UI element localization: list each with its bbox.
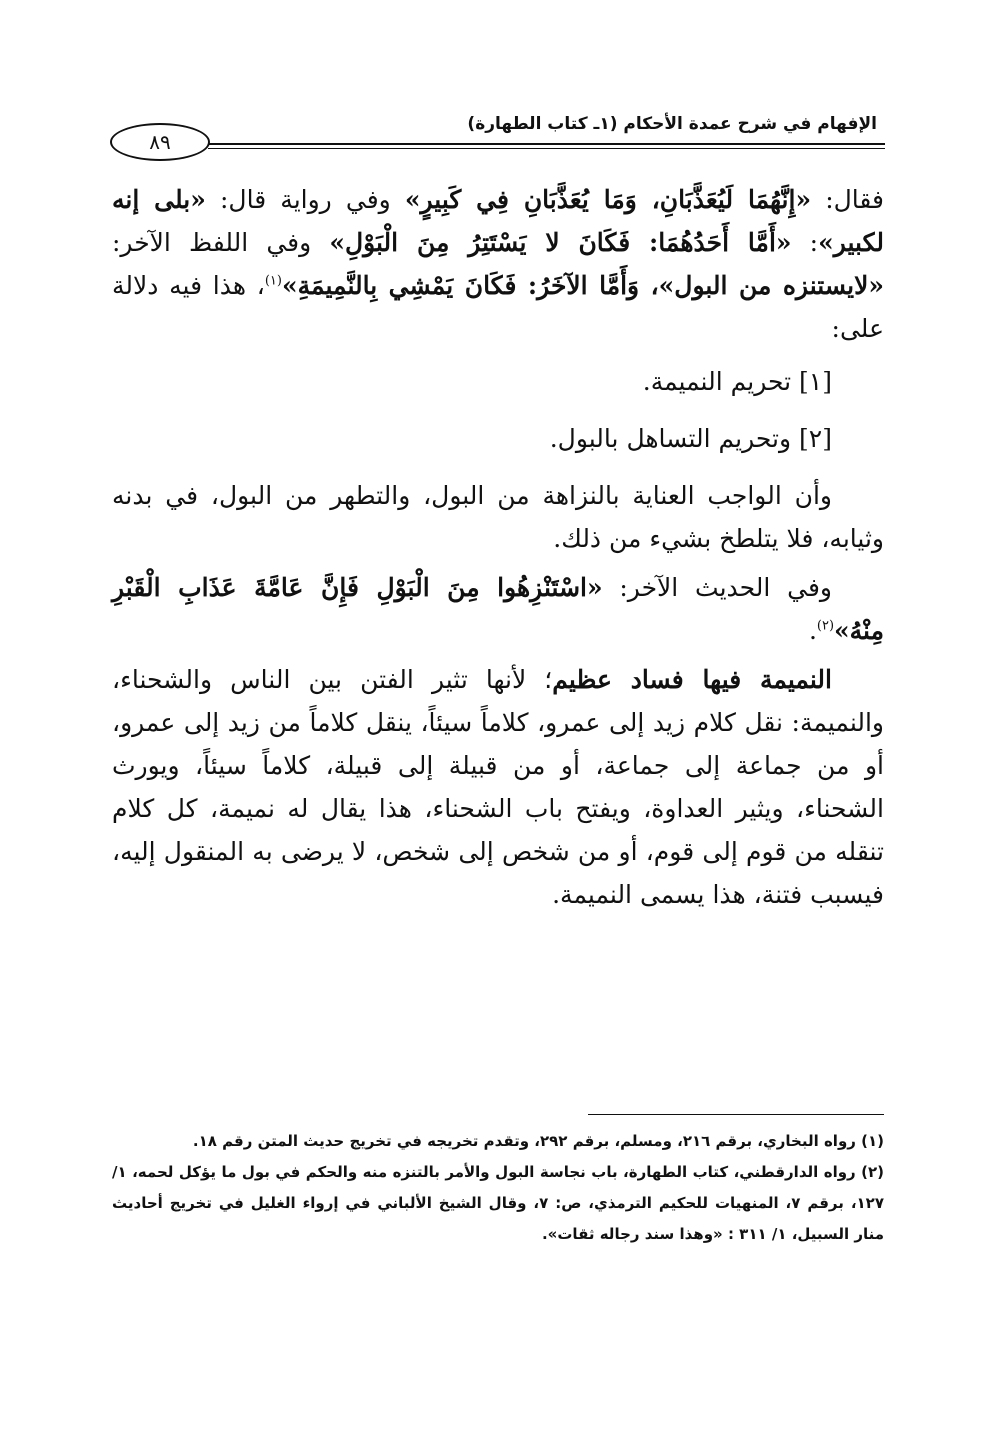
- text-segment: وفي رواية قال:: [205, 185, 405, 214]
- page-header: [110, 110, 885, 170]
- paragraph-1: [112, 178, 884, 350]
- hadith-quote: «اسْتَنْزِهُوا مِنَ الْبَوْلِ فَإِنَّ عَامَّةَ عَذَابِ الْقَبْرِ مِنْهُ»: [112, 573, 884, 645]
- text-segment: :: [791, 228, 819, 257]
- text-segment: .: [808, 616, 817, 645]
- page-number: ٨٩: [110, 123, 210, 161]
- header-rule-thick: [208, 143, 885, 145]
- hadith-quote: «أَمَّا أَحَدُهُمَا: فَكَانَ لا يَسْتَتِرُ مِنَ الْبَوْلِ»: [329, 228, 792, 257]
- footnotes: [112, 1126, 884, 1250]
- hadith-quote: «بلى إنه لكبير»: [112, 185, 884, 257]
- text-segment: فقال:: [811, 185, 885, 214]
- hadith-quote: «إِنَّهُمَا لَيُعَذَّبَانِ، وَمَا يُعَذَّبَانِ فِي كَبِيرٍ»: [404, 185, 812, 214]
- paragraph-4: [112, 658, 884, 916]
- footnote-separator: [588, 1114, 884, 1115]
- list-item-1: [١] تحريم النميمة.: [642, 367, 832, 396]
- list-item-2: [٢] وتحريم التساهل بالبول.: [549, 424, 832, 453]
- footnote-2: (٢) رواه الدارقطني، كتاب الطهارة، باب نجاسة البول والأمر بالتنزه منه والحكم في بول ما يؤكل لحمه، ١/ ١٢٧، برقم ٧، المنهيات للحكيم الترمذي، ص: ٧، وقال الشيخ الألباني في إرواء الغليل في تخريج أحاديث منار السبيل، ١/ ٣١١ : «وهذا سند رجاله ثقات».: [112, 1163, 884, 1243]
- footnote-1: (١) رواه البخاري، برقم ٢١٦، ومسلم، برقم ٢٩٢، وتقدم تخريجه في تخريج حديث المتن رقم ١٨.: [192, 1132, 884, 1150]
- footnote-ref-2: (٢): [816, 618, 835, 634]
- paragraph-2: وأن الواجب العناية بالنزاهة من البول، والتطهر من البول، في بدنه وثيابه، فلا يتلطخ بشيء من ذلك.: [112, 481, 884, 553]
- paragraph-3: [112, 566, 884, 652]
- footnote-ref-1: (١): [264, 273, 282, 289]
- header-rule-thin: [208, 148, 885, 149]
- main-text: [112, 178, 884, 922]
- hadith-quote: «لايستنزه من البول»، وَأَمَّا الآخَرُ: فَكَانَ يَمْشِي بِالنَّمِيمَةِ»: [281, 271, 884, 300]
- text-segment: وفي الحديث الآخر:: [602, 573, 832, 602]
- running-title: الإفهام في شرح عمدة الأحكام (١ـ كتاب الطهارة): [467, 114, 877, 134]
- text-segment: وفي اللفظ الآخر:: [112, 228, 330, 257]
- text-segment: ، هذا فيه دلالة على:: [112, 271, 884, 343]
- paragraph-lead: النميمة فيها فساد عظيم: [552, 665, 832, 694]
- text-segment: ؛ لأنها تثير الفتن بين الناس والشحناء، والنميمة: نقل كلام زيد إلى عمرو، كلاماً سيئاً، ينقل كلاماً من زيد إلى عمرو، أو من جماعة إلى جماعة، أو من قبيلة إلى قبيلة، كلاماً سيئاً، ويورث الشحناء، ويثير العداوة، ويفتح باب الشحناء، هذا يقال له نميمة، كل كلام تنقله من قوم إلى قوم، أو من شخص إلى شخص، لا يرضى به المنقول إليه، فيسبب فتنة، هذا يسمى النميمة.: [112, 665, 884, 909]
